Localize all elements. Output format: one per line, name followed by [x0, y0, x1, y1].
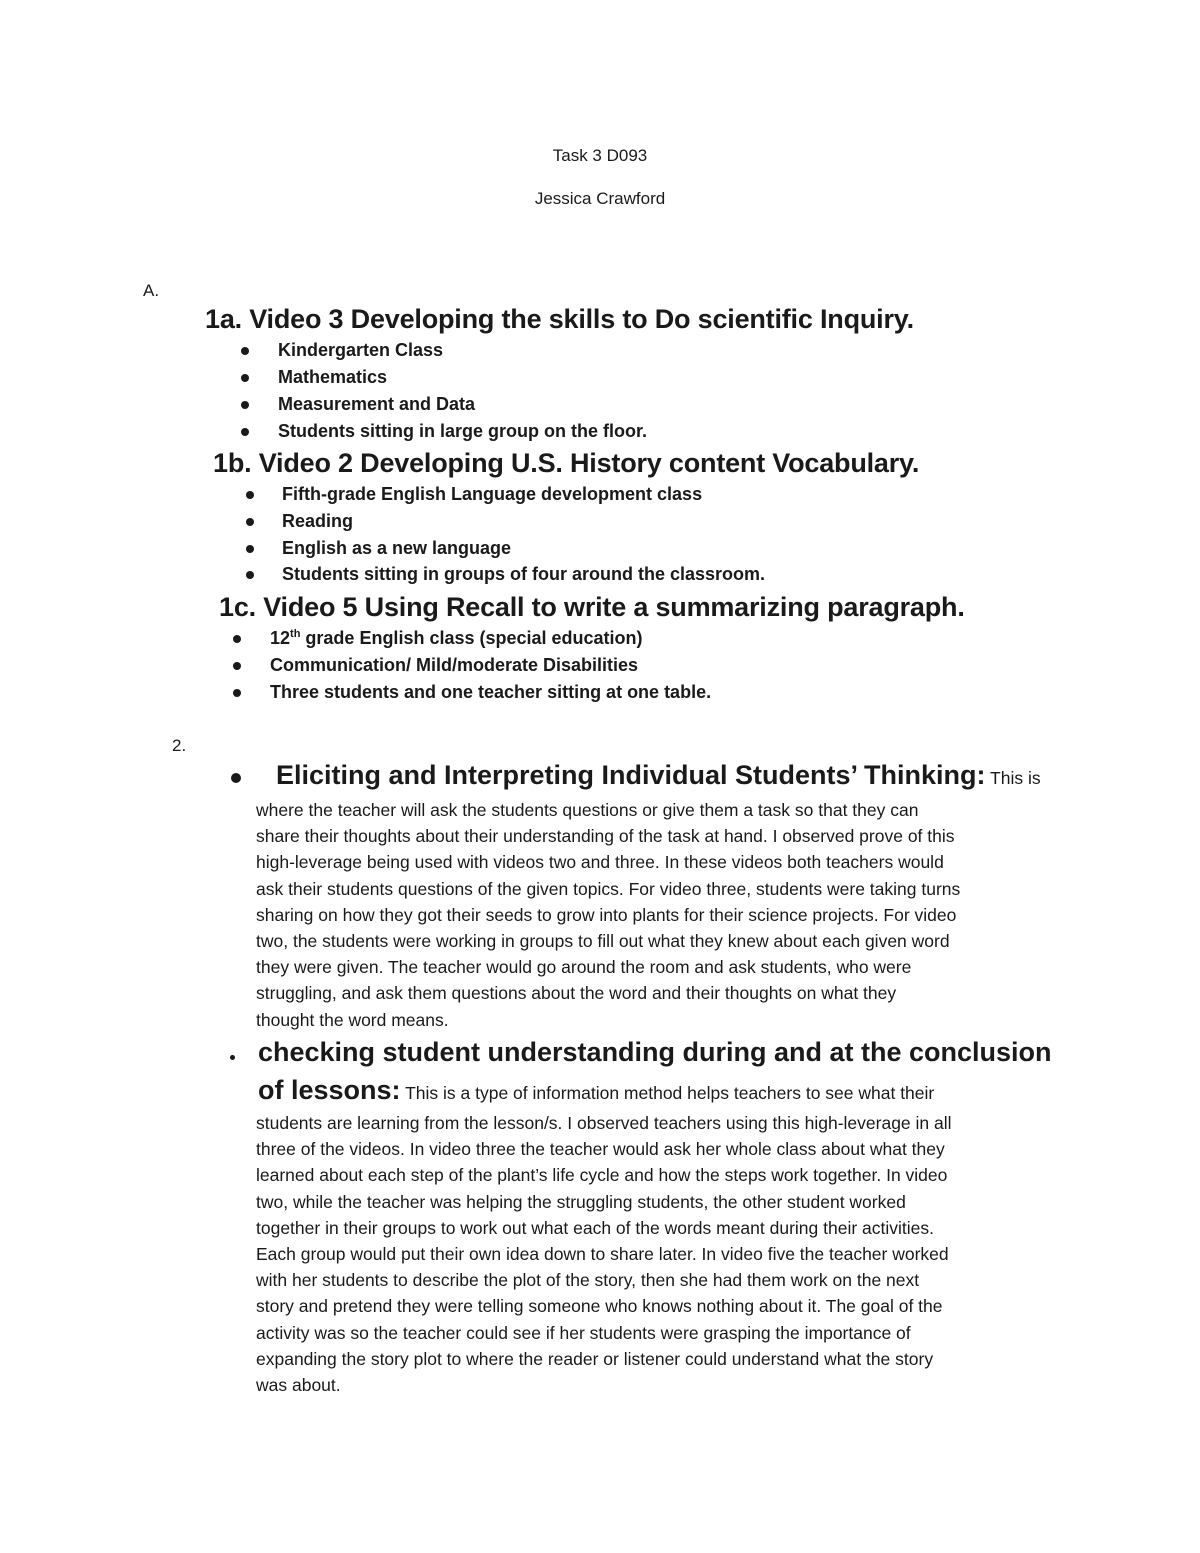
- paragraph-line: two, while the teacher was helping the struggling students, the other student worked: [256, 1191, 906, 1212]
- bullet-icon: [233, 689, 241, 697]
- paragraph-line: thought the word means.: [256, 1009, 449, 1030]
- bullet-icon: [246, 518, 254, 526]
- paragraph-line: together in their groups to work out what each of the words meant during their activities.: [256, 1217, 934, 1238]
- list-item: Mathematics: [278, 367, 388, 387]
- document-title: Task 3 D093: [552, 146, 648, 165]
- list-item: Measurement and Data: [278, 394, 476, 414]
- checking-paragraph: [256, 1110, 1076, 1398]
- paragraph-line: share their thoughts about their understanding of the task at hand. I observed prove of this: [256, 826, 955, 847]
- bullet-icon: [246, 545, 254, 553]
- paragraph-line: students are learning from the lesson/s. I observed teachers using this high-leverage in all: [256, 1113, 952, 1133]
- list-item: Communication/ Mild/moderate Disabilities: [270, 655, 639, 675]
- paragraph-text: This is a type of information method helps teachers to see what their: [400, 1083, 935, 1103]
- author-name: Jessica Crawford: [534, 189, 666, 208]
- heading-1c: 1c. Video 5 Using Recall to write a summarizing paragraph.: [219, 592, 965, 622]
- section-2-marker: 2.: [172, 736, 187, 755]
- bullet-icon: [233, 635, 241, 643]
- paragraph-line: story and pretend they were telling someone who knows nothing about it. The goal of the: [256, 1296, 943, 1317]
- list-item: Fifth-grade English Language development class: [282, 484, 703, 504]
- checking-heading-cont: of lessons:: [258, 1075, 401, 1105]
- bullet-icon: [246, 571, 254, 579]
- list-item: Students sitting in large group on the floor.: [278, 421, 647, 441]
- bullet-icon: [241, 401, 249, 409]
- paragraph-line: expanding the story plot to where the reader or listener could understand what the story: [256, 1348, 934, 1369]
- paragraph-line: learned about each step of the plant’s life cycle and how the steps work together. In video: [256, 1165, 948, 1186]
- bullet-icon: [241, 374, 249, 382]
- paragraph-line: two, the students were working in groups to fill out what they knew about each given word: [256, 931, 950, 952]
- list-item: 12th grade English class (special education): [270, 628, 643, 648]
- eliciting-heading: Eliciting and Interpreting Individual Students’ Thinking:: [276, 760, 986, 790]
- paragraph-line: with her students to describe the plot of the story, then she had them work on the next: [256, 1270, 920, 1291]
- bullet-icon: [233, 662, 241, 670]
- heading-1a: 1a. Video 3 Developing the skills to Do scientific Inquiry.: [205, 304, 914, 334]
- list-item: Kindergarten Class: [278, 340, 444, 360]
- paragraph-line: sharing on how they got their seeds to grow into plants for their science projects. For video: [256, 904, 957, 925]
- paragraph-text: This is: [985, 768, 1041, 788]
- checking-heading: checking student understanding during and at the conclusion: [258, 1037, 1052, 1067]
- paragraph-line: was about.: [256, 1375, 341, 1396]
- bullet-icon: [241, 428, 249, 436]
- paragraph-line: high-leverage being used with videos two and three. In these videos both teachers would: [256, 852, 944, 873]
- bullet-icon: [241, 347, 249, 355]
- paragraph-line: activity was so the teacher could see if her students were grasping the importance of: [256, 1322, 911, 1343]
- list-item: Students sitting in groups of four around the classroom.: [282, 564, 766, 584]
- list-item: Reading: [282, 511, 354, 531]
- paragraph-line: where the teacher will ask the students questions or give them a task so that they can: [256, 800, 919, 820]
- paragraph-line: ask their students questions of the given topics. For video three, students were taking turns: [256, 878, 961, 899]
- paragraph-heading-line: [276, 760, 1041, 791]
- bullet-icon: [231, 773, 241, 783]
- paragraph-line: they were given. The teacher would go around the room and ask students, who were: [256, 957, 912, 978]
- section-a-marker: A.: [143, 281, 160, 300]
- bullet-icon: [230, 1055, 235, 1060]
- paragraph-heading-line: [258, 1075, 934, 1106]
- paragraph-line: struggling, and ask them questions about the word and their thoughts on what they: [256, 983, 897, 1004]
- eliciting-paragraph: [256, 797, 1076, 1033]
- heading-1b: 1b. Video 2 Developing U.S. History content Vocabulary.: [213, 448, 920, 478]
- paragraph-line: three of the videos. In video three the teacher would ask her whole class about what they: [256, 1139, 945, 1160]
- list-item: English as a new language: [282, 538, 512, 558]
- paragraph-line: Each group would put their own idea down to share later. In video five the teacher worked: [256, 1244, 949, 1265]
- bullet-icon: [246, 491, 254, 499]
- list-item: Three students and one teacher sitting at one table.: [270, 682, 712, 702]
